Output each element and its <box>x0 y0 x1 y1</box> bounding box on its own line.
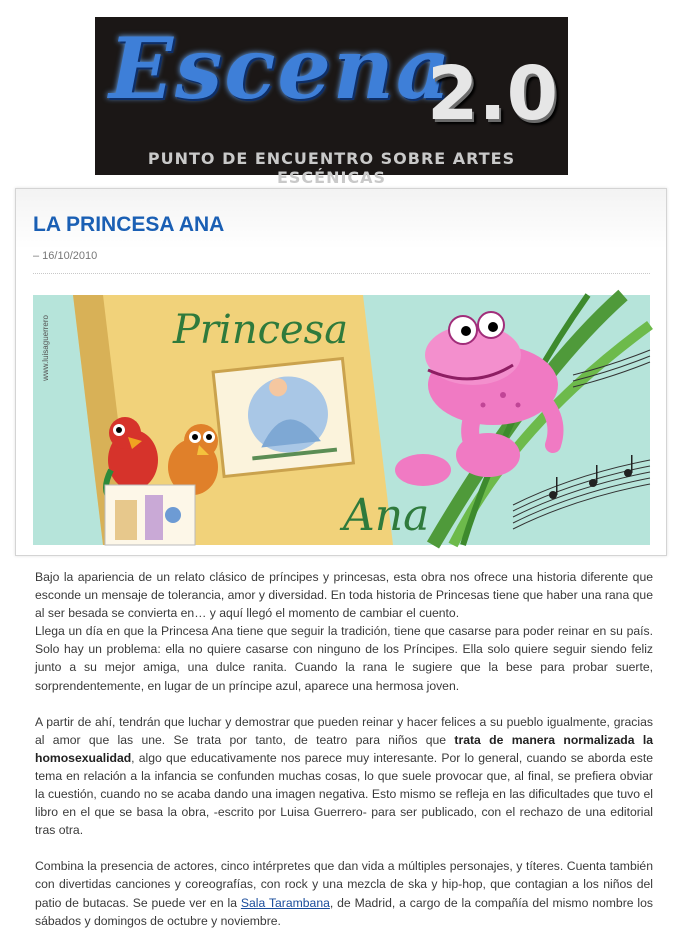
site-tagline: PUNTO DE ENCUENTRO SOBRE ARTES ESCÉNICAS <box>147 149 516 187</box>
cover-title-bottom: Ana <box>343 490 430 541</box>
site-banner[interactable] <box>95 17 568 187</box>
cover-illustration <box>33 295 650 545</box>
post-title[interactable]: LA PRINCESA ANA <box>33 213 225 236</box>
site-logo-version: 2.0 <box>427 51 559 137</box>
article-text: A partir de ahí, tendrán que luchar y demostrar que pueden reinar y hacer felices a su pueblo igualmente, gracias al amor que las une. Se trata por tanto, de teatro para niños que <box>35 714 653 747</box>
article-paragraph <box>35 857 653 929</box>
article-paragraph <box>35 713 653 840</box>
article-text: Llega un día en que la Princesa Ana tiene que seguir la tradición, tiene que casarse para poder reinar en su país. Solo hay un problema: ella no quiere casarse con ninguno de los Príncipes. Ella solo quiere seguir siendo feliz junto a su mejor amiga, una dulce ranita. Cuando la rana le sugiere que la bese para probar suerte, sorprendentemente, en lugar de un príncipe azul, aparece una hermosa joven. <box>35 624 653 693</box>
sala-tarambana-link[interactable]: Sala Tarambana <box>240 895 330 910</box>
article-paragraph <box>35 568 653 695</box>
article-body <box>35 568 653 948</box>
article-text: Combina la presencia de actores, cinco intérpretes que dan vida a múltiples personajes, y títeres. Cuenta también con divertidas canciones y coreografías, con rock y una mezcla de ska y hip-hop, que contagian a los niños del patio de butacas. Se puede ver en la <box>35 859 653 910</box>
article-text: , algo que educativamente nos parece muy interesante. Por lo general, cuando se aborda este tema en relación a la infancia se confunden muchas cosas, lo que suele provocar que, al final, se prefiera obviar la cuestión, cuando no se acaba dando una imagen negativa. Esto mismo se refleja en las dificultades que tuvo el libro en el que se basa la obra, -escrito por Luisa Guerrero- para ser publicado, con el rechazo de una editorial tras otra. <box>35 750 653 838</box>
article-text: , de Madrid, a cargo de la compañía del mismo nombre los sábados y domingos de octubre y noviembre. <box>35 895 654 928</box>
article-emphasis: trata de manera normalizada la homosexualidad <box>35 732 653 765</box>
post-cover-image <box>33 295 650 545</box>
cover-side-credit: www.luisaguerrero <box>41 315 50 381</box>
post-card <box>15 188 667 556</box>
site-logo-text: Escena <box>109 19 453 118</box>
cover-title-top: Princesa <box>173 307 349 353</box>
post-date: – 16/10/2010 <box>33 250 98 262</box>
post-divider <box>33 273 650 274</box>
article-text: Bajo la apariencia de un relato clásico de príncipes y princesas, esta obra nos ofrece una historia diferente que esconde un mensaje de tolerancia, amor y diversidad. En toda historia de Princesas tiene que haber una rana que al ser besada se convierta en… y aquí llegó el momento de cambiar el cuento. <box>35 570 653 621</box>
